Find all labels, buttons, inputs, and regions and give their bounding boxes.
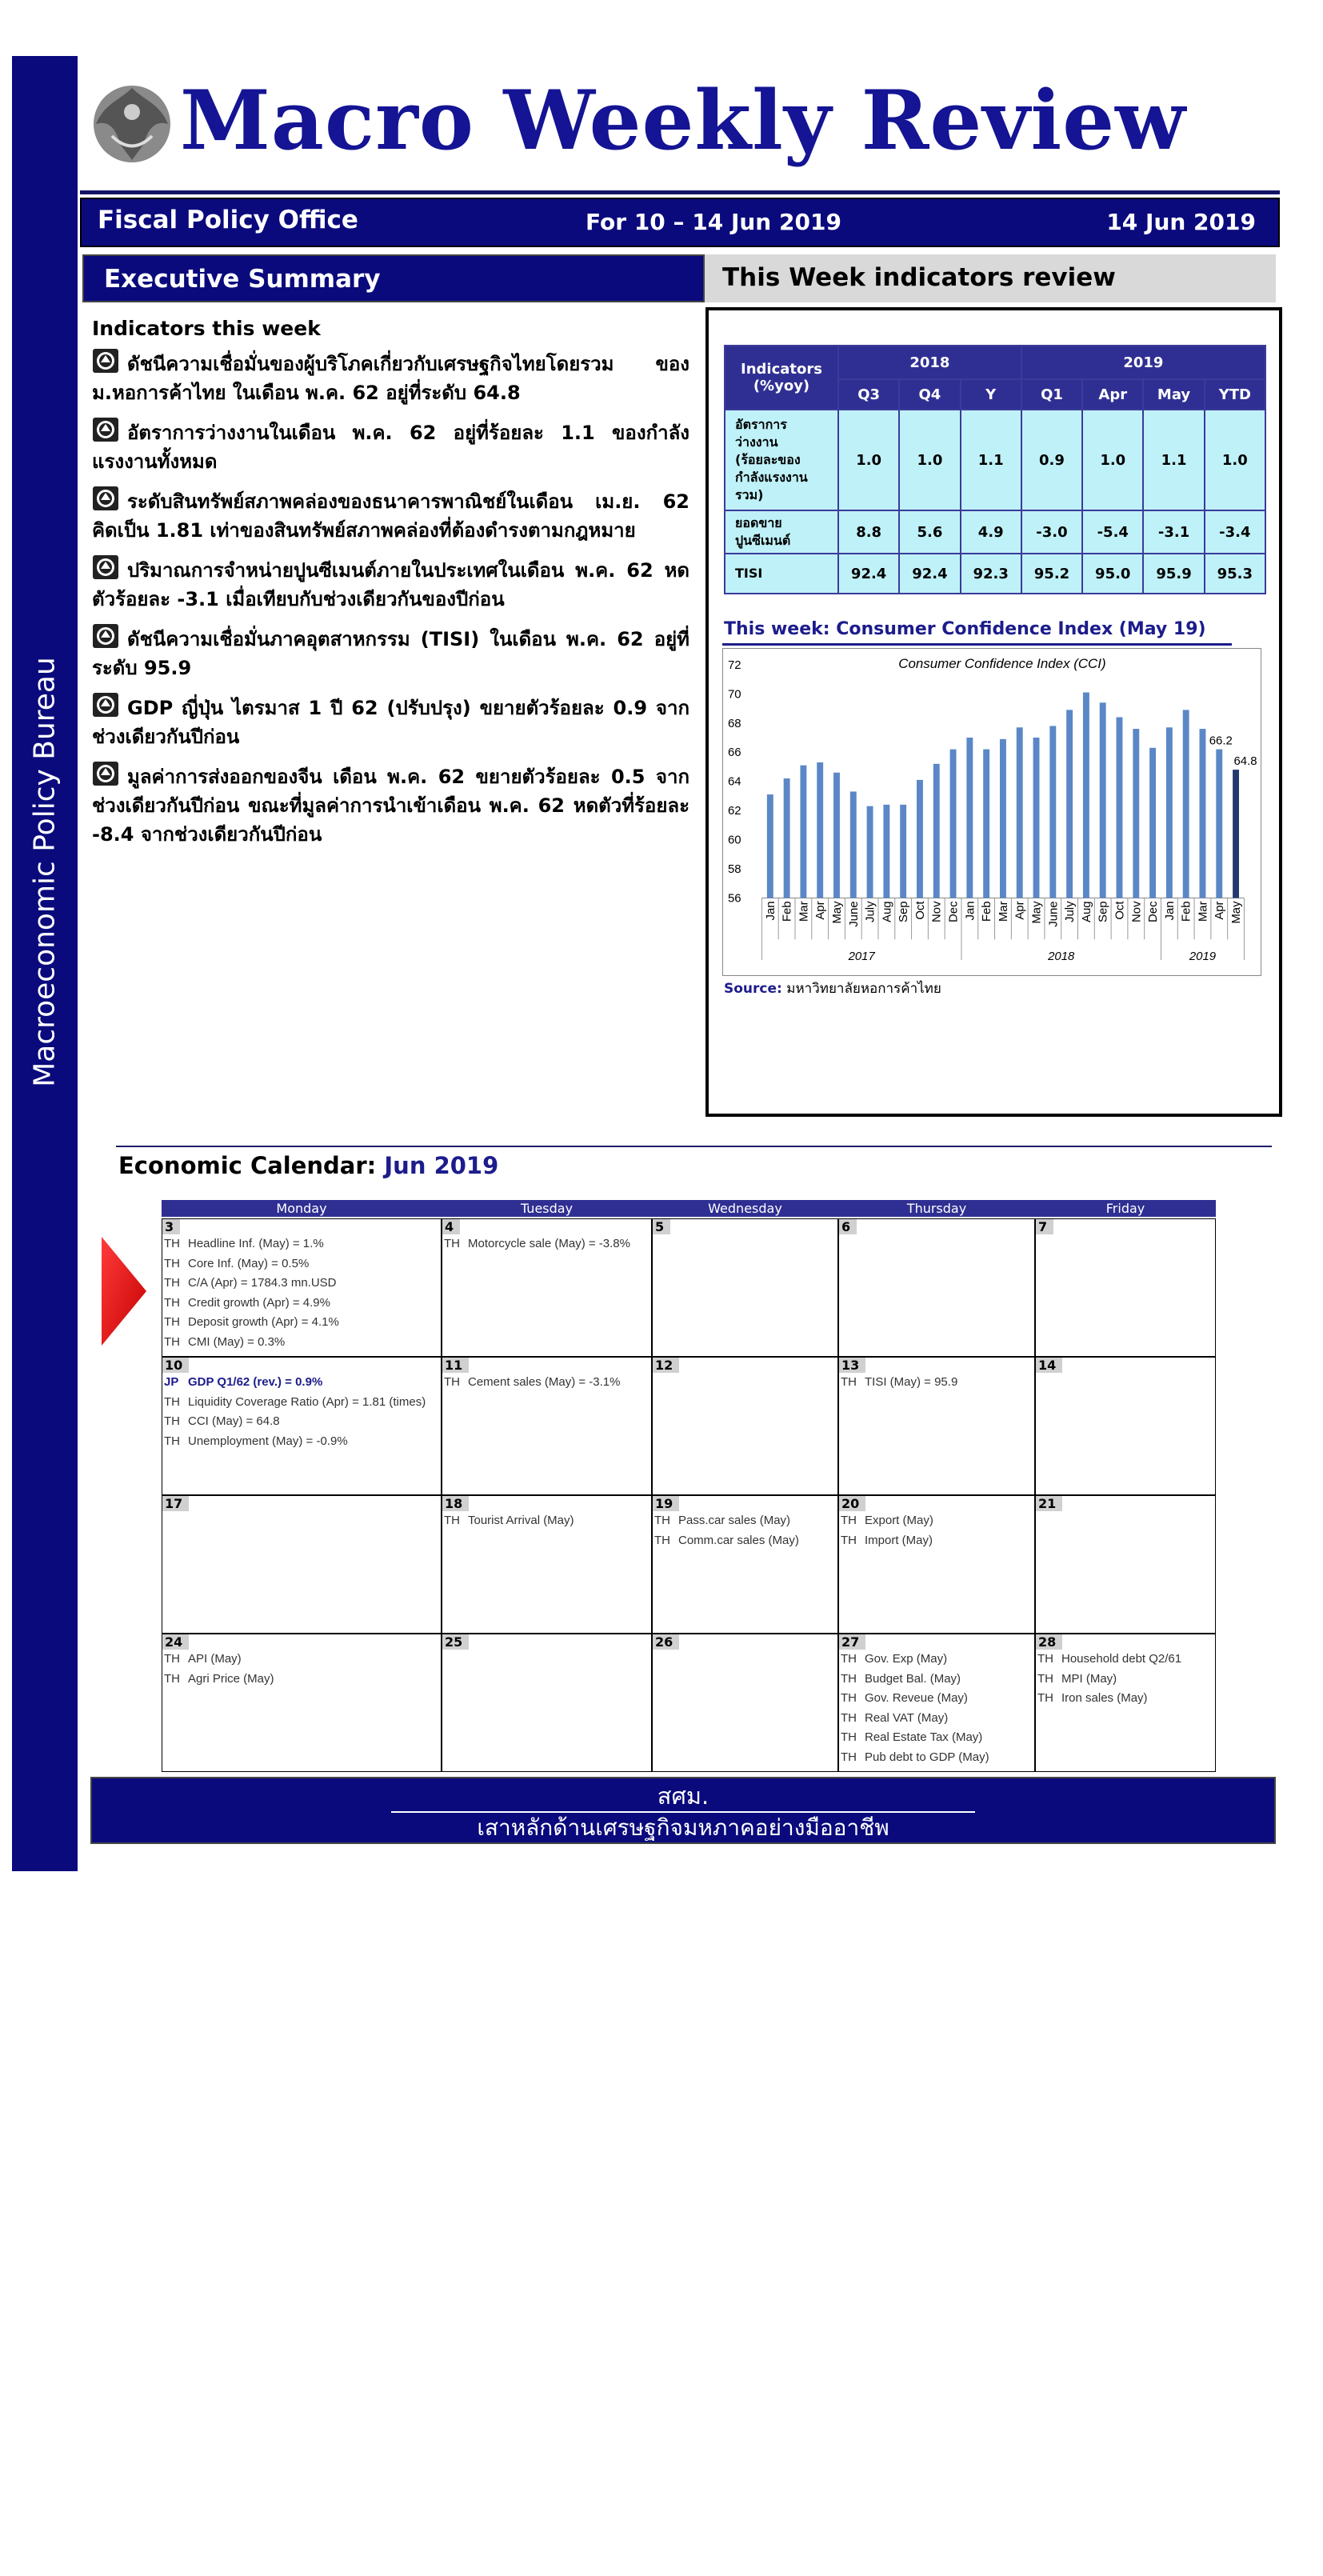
event-text: Liquidity Coverage Ratio (Apr) = 1.81 (times)	[188, 1394, 426, 1409]
calendar-day-cell	[838, 1495, 1035, 1634]
table-cell: 8.8	[838, 510, 899, 554]
event-text: Headline Inf. (May) = 1.%	[188, 1237, 324, 1250]
day-number: 25	[442, 1634, 469, 1650]
column-header: Apr	[1082, 379, 1143, 410]
x-tick-label: Jan	[963, 901, 977, 921]
cci-bar	[900, 805, 906, 898]
x-tick-label: Jan	[1162, 901, 1177, 921]
event-country: TH	[841, 1533, 857, 1547]
day-number: 17	[162, 1496, 189, 1511]
footer-motto: เสาหลักด้านเศรษฐกิจมหภาคอย่างมืออาชีพ	[477, 1814, 889, 1841]
calendar-day-cell	[162, 1218, 442, 1357]
event-text: Pass.car sales (May)	[678, 1514, 791, 1527]
data-label: 64.8	[1233, 754, 1257, 769]
calendar-day-cell	[162, 1357, 442, 1495]
day-number: 27	[839, 1634, 865, 1650]
calendar-event	[653, 1531, 837, 1551]
x-tick-label: June	[1046, 901, 1061, 927]
calendar-event	[162, 1393, 441, 1413]
table-cell: 1.0	[838, 410, 899, 510]
event-text: Real Estate Tax (May)	[865, 1730, 983, 1744]
cci-bar	[1117, 718, 1123, 898]
calendar-day-cell	[442, 1357, 652, 1495]
event-text: Agri Price (May)	[188, 1671, 274, 1686]
event-country: TH	[654, 1514, 670, 1527]
cci-bar	[833, 773, 840, 898]
event-country: TH	[841, 1514, 857, 1527]
event-country: TH	[444, 1514, 460, 1527]
bullet-arrow-icon	[92, 417, 119, 442]
event-country: TH	[164, 1394, 180, 1409]
bullet-text: ดัชนีความเชื่อมั่นของผู้บริโภคเกี่ยวกับเศรษฐกิจไทยโดยรวม ของ ม.หอการค้าไทย ในเดือน พ.ค. 62 อยู่ที่ระดับ 64.8	[92, 353, 689, 404]
event-text: MPI (May)	[1061, 1671, 1117, 1686]
calendar-day-cell	[162, 1634, 442, 1772]
cci-bar	[1000, 739, 1006, 898]
cci-bar	[883, 805, 889, 898]
y-tick-label: 72	[727, 658, 741, 672]
event-country: TH	[164, 1295, 180, 1310]
day-number: 10	[162, 1358, 189, 1373]
x-tick-label: Aug	[880, 901, 894, 922]
table-cell: 4.9	[961, 510, 1021, 554]
calendar-event	[1036, 1689, 1215, 1709]
title-rule	[80, 190, 1280, 194]
source-text: มหาวิทยาลัยหอการค้าไทย	[781, 981, 941, 997]
column-header: Y	[961, 379, 1021, 410]
table-cell: -3.4	[1205, 510, 1265, 554]
economic-calendar	[162, 1200, 1217, 2576]
calendar-day-cell	[1035, 1634, 1216, 1772]
x-tick-label: Sep	[897, 901, 911, 922]
x-tick-label: Mar	[996, 901, 1010, 922]
weekday-header: Tuesday	[442, 1200, 652, 1217]
table-row	[725, 554, 1265, 594]
bullet-text: ระดับสินทรัพย์สภาพคล่องของธนาคารพาณิชย์ในเดือน เม.ย. 62 คิดเป็น 1.81 เท่าของสินทรัพย์สภาพคล่องที่ต้องดำรงตามกฎหมาย	[92, 490, 689, 542]
event-text: Tourist Arrival (May)	[468, 1514, 574, 1527]
event-country: TH	[164, 1237, 180, 1250]
table-cell: 1.0	[1205, 410, 1265, 510]
y-tick-label: 60	[727, 833, 741, 847]
sidebar-band	[12, 56, 78, 1871]
x-tick-label: Aug	[1079, 901, 1093, 922]
weekday-header: Wednesday	[652, 1200, 838, 1217]
event-country: TH	[164, 1434, 180, 1448]
bullet-arrow-icon	[92, 486, 119, 511]
year-header: 2018	[838, 346, 1021, 379]
table-cell: 95.3	[1205, 554, 1265, 594]
weekday-header: Thursday	[838, 1200, 1035, 1217]
table-cell: 1.1	[1143, 410, 1204, 510]
calendar-day-cell	[652, 1218, 838, 1357]
x-tick-label: Feb	[1179, 901, 1193, 922]
cci-bar	[817, 762, 823, 898]
indicators-table	[724, 345, 1266, 594]
indicator-bullet	[92, 348, 689, 407]
calendar-month: Jun 2019	[384, 1152, 499, 1179]
event-text: Real VAT (May)	[865, 1710, 949, 1725]
event-country: TH	[1037, 1691, 1053, 1705]
y-tick-label: 68	[727, 716, 741, 730]
day-number: 24	[162, 1634, 189, 1650]
x-tick-label: Feb	[980, 901, 994, 922]
table-cell: 92.4	[899, 554, 960, 594]
event-country: TH	[164, 1652, 180, 1666]
calendar-event	[162, 1373, 441, 1393]
cci-bar	[1066, 710, 1073, 898]
x-tick-label: May	[1029, 901, 1044, 924]
day-number: 3	[162, 1219, 180, 1234]
day-number: 26	[653, 1634, 679, 1650]
source-label: Source:	[724, 981, 782, 997]
table-row	[725, 410, 1265, 510]
calendar-event	[839, 1531, 1034, 1551]
calendar-event	[839, 1670, 1034, 1690]
event-text: Comm.car sales (May)	[678, 1533, 799, 1547]
calendar-title	[118, 1152, 498, 1179]
chart-source	[724, 978, 941, 999]
table-cell: 0.9	[1021, 410, 1082, 510]
executive-summary-heading: Executive Summary	[82, 254, 705, 302]
calendar-event	[162, 1650, 441, 1670]
cci-bar	[1166, 727, 1173, 898]
event-country: TH	[164, 1276, 180, 1290]
cci-bar	[800, 766, 806, 898]
cci-bar	[784, 778, 790, 898]
calendar-day-cell	[652, 1357, 838, 1495]
calendar-day-cell	[652, 1634, 838, 1772]
day-number: 4	[442, 1219, 460, 1234]
footer-org: สศม.	[657, 1782, 709, 1810]
column-header: May	[1143, 379, 1204, 410]
event-text: Motorcycle sale (May) = -3.8%	[468, 1237, 630, 1250]
cci-bar	[867, 806, 873, 898]
calendar-event	[839, 1748, 1034, 1768]
day-number: 12	[653, 1358, 679, 1373]
cci-bar	[933, 764, 940, 898]
event-text: Cement sales (May) = -3.1%	[468, 1375, 621, 1389]
event-text: Import (May)	[865, 1533, 933, 1547]
event-country: TH	[841, 1671, 857, 1686]
cci-heading-rule	[722, 643, 1232, 646]
calendar-event	[162, 1432, 441, 1452]
event-country: TH	[164, 1315, 180, 1329]
chart-title: Consumer Confidence Index (CCI)	[898, 655, 1106, 671]
cci-bar	[1183, 710, 1189, 898]
x-tick-label: Feb	[780, 901, 794, 922]
event-text: C/A (Apr) = 1784.3 mn.USD	[188, 1276, 337, 1290]
indicator-bullet	[92, 486, 689, 545]
column-header: Q3	[838, 379, 899, 410]
sidebar-text: Macroeconomic Policy Bureau	[28, 657, 62, 1087]
x-tick-label: June	[846, 901, 861, 927]
cci-bar	[767, 794, 773, 898]
x-tick-label: July	[1063, 901, 1077, 922]
bullet-text: อัตราการว่างงานในเดือน พ.ค. 62 อยู่ที่ร้อยละ 1.1 ของกำลังแรงงานทั้งหมด	[92, 422, 689, 473]
cci-bar	[1149, 748, 1156, 898]
event-country: TH	[654, 1533, 670, 1547]
cci-bar	[1133, 729, 1139, 898]
x-tick-label: Mar	[1196, 901, 1210, 922]
y-tick-label: 62	[727, 804, 741, 818]
y-tick-label: 64	[727, 774, 741, 789]
cci-bar	[1049, 726, 1056, 898]
event-text: Household debt Q2/61	[1061, 1652, 1182, 1666]
cci-bar	[966, 738, 973, 898]
day-number: 28	[1036, 1634, 1062, 1650]
event-text: TISI (May) = 95.9	[865, 1375, 958, 1389]
calendar-event	[839, 1689, 1034, 1709]
bullet-arrow-icon	[92, 761, 119, 786]
calendar-event	[162, 1313, 441, 1333]
calendar-title-label: Economic Calendar:	[118, 1152, 377, 1179]
x-tick-label: Mar	[797, 901, 811, 922]
event-text: CCI (May) = 64.8	[188, 1414, 280, 1428]
table-cell: 1.0	[1082, 410, 1143, 510]
cci-bar	[850, 791, 857, 898]
event-text: Export (May)	[865, 1514, 933, 1527]
event-country: TH	[164, 1671, 180, 1686]
cci-heading: This week: Consumer Confidence Index (May 19)	[724, 619, 1206, 639]
x-tick-label: Oct	[1113, 901, 1127, 920]
event-country: TH	[164, 1334, 180, 1349]
report-title: Macro Weekly Review	[180, 73, 1186, 169]
calendar-event	[839, 1728, 1034, 1748]
event-country: TH	[1037, 1671, 1053, 1686]
day-number: 11	[442, 1358, 469, 1373]
event-country: TH	[841, 1730, 857, 1744]
event-text: GDP Q1/62 (rev.) = 0.9%	[188, 1375, 323, 1389]
bullet-text: ดัชนีความเชื่อมั่นภาคอุตสาหกรรม (TISI) ในเดือน พ.ค. 62 อยู่ที่ระดับ 95.9	[92, 628, 689, 679]
y-tick-label: 70	[727, 687, 741, 702]
year-label: 2019	[1189, 950, 1217, 964]
event-text: Iron sales (May)	[1061, 1691, 1148, 1705]
bullet-arrow-icon	[92, 554, 119, 580]
table-cell: 92.3	[961, 554, 1021, 594]
cci-bar	[1216, 750, 1222, 898]
x-tick-label: Dec	[946, 901, 961, 922]
table-cell: 1.0	[899, 410, 960, 510]
garuda-logo-icon	[88, 80, 176, 168]
calendar-day-cell	[442, 1634, 652, 1772]
weekday-header: Monday	[162, 1200, 442, 1217]
calendar-event	[1036, 1670, 1215, 1690]
calendar-event	[162, 1254, 441, 1274]
table-cell: -5.4	[1082, 510, 1143, 554]
y-tick-label: 58	[727, 862, 741, 877]
bullet-arrow-icon	[92, 623, 119, 649]
x-tick-label: Nov	[1129, 901, 1144, 922]
footer-bar	[90, 1777, 1276, 1844]
event-text: Credit growth (Apr) = 4.9%	[188, 1295, 330, 1310]
bullet-arrow-icon	[92, 348, 119, 374]
data-label: 66.2	[1209, 734, 1233, 748]
day-number: 14	[1036, 1358, 1062, 1373]
event-country: JP	[164, 1375, 179, 1389]
x-tick-label: Apr	[1013, 901, 1027, 920]
cci-bar	[1200, 729, 1206, 898]
calendar-event	[839, 1709, 1034, 1729]
day-number: 13	[839, 1358, 865, 1373]
calendar-day-cell	[162, 1495, 442, 1634]
table-cell: 1.1	[961, 410, 1021, 510]
table-cell: 95.9	[1143, 554, 1204, 594]
cci-bar	[1033, 738, 1040, 898]
indicator-bullet	[92, 554, 689, 614]
day-number: 6	[839, 1219, 857, 1234]
calendar-day-cell	[838, 1218, 1035, 1357]
org-name: Fiscal Policy Office	[98, 206, 358, 234]
indicator-bullet	[92, 417, 689, 476]
indicator-bullet	[92, 692, 689, 751]
calendar-event	[653, 1511, 837, 1531]
event-text: API (May)	[188, 1652, 242, 1666]
x-tick-label: July	[863, 901, 877, 922]
year-header: 2019	[1021, 346, 1265, 379]
x-tick-label: Apr	[813, 901, 828, 920]
year-label: 2017	[848, 950, 875, 964]
table-row	[725, 510, 1265, 554]
weekday-header: Friday	[1035, 1200, 1216, 1217]
cci-bar	[1233, 770, 1239, 898]
x-tick-label: Jan	[763, 901, 777, 921]
event-text: Pub debt to GDP (May)	[865, 1750, 989, 1764]
calendar-event	[162, 1670, 441, 1690]
indicator-bullets	[92, 348, 689, 858]
table-corner: Indicators (%yoy)	[725, 346, 838, 410]
report-date: 14 Jun 2019	[1106, 209, 1256, 235]
calendar-event	[162, 1234, 441, 1254]
table-cell: -3.0	[1021, 510, 1082, 554]
calendar-day-cell	[838, 1634, 1035, 1772]
cci-bar	[1083, 693, 1089, 898]
table-cell: 95.2	[1021, 554, 1082, 594]
event-country: TH	[1037, 1652, 1053, 1666]
indicators-heading: Indicators this week	[92, 317, 321, 340]
indicator-bullet	[92, 623, 689, 682]
x-tick-label: May	[829, 901, 844, 924]
x-tick-label: Nov	[929, 901, 944, 922]
report-period: For 10 – 14 Jun 2019	[586, 209, 841, 235]
calendar-event	[442, 1511, 651, 1531]
calendar-event	[162, 1294, 441, 1314]
calendar-event	[1036, 1650, 1215, 1670]
day-number: 20	[839, 1496, 865, 1511]
indicator-bullet	[92, 761, 689, 849]
calendar-event	[162, 1274, 441, 1294]
event-country: TH	[841, 1750, 857, 1764]
calendar-event	[442, 1373, 651, 1393]
table-cell: 95.0	[1082, 554, 1143, 594]
event-country: TH	[841, 1710, 857, 1725]
cci-bar	[950, 750, 957, 898]
calendar-day-cell	[838, 1357, 1035, 1495]
event-country: TH	[164, 1256, 180, 1270]
calendar-event	[162, 1412, 441, 1432]
event-text: Gov. Reveue (May)	[865, 1691, 968, 1705]
y-tick-label: 56	[727, 891, 741, 906]
event-text: Deposit growth (Apr) = 4.1%	[188, 1315, 339, 1329]
week-review-heading: This Week indicators review	[705, 254, 1276, 302]
year-label: 2018	[1048, 950, 1075, 964]
calendar-rule	[116, 1146, 1272, 1147]
calendar-day-cell	[442, 1218, 652, 1357]
table-cell: 5.6	[899, 510, 960, 554]
day-number: 18	[442, 1496, 469, 1511]
cci-bar	[1017, 727, 1023, 898]
bullet-arrow-icon	[92, 692, 119, 718]
cci-bar	[917, 780, 923, 898]
column-header: Q4	[899, 379, 960, 410]
bullet-text: GDP ญี่ปุ่น ไตรมาส 1 ปี 62 (ปรับปรุง) ขยายตัวร้อยละ 0.9 จากช่วงเดียวกันปีก่อน	[92, 697, 689, 748]
event-country: TH	[444, 1237, 460, 1250]
day-number: 7	[1036, 1219, 1053, 1234]
event-text: Core Inf. (May) = 0.5%	[188, 1256, 310, 1270]
x-tick-label: Sep	[1096, 901, 1110, 922]
x-tick-label: Apr	[1213, 901, 1227, 920]
table-cell: -3.1	[1143, 510, 1204, 554]
calendar-event	[839, 1511, 1034, 1531]
day-number: 21	[1036, 1496, 1062, 1511]
current-week-arrow-icon	[102, 1237, 146, 1346]
y-tick-label: 66	[727, 746, 741, 760]
cci-chart	[722, 648, 1261, 976]
header-bar	[80, 198, 1280, 247]
event-text: Budget Bal. (May)	[865, 1671, 961, 1686]
event-country: TH	[164, 1414, 180, 1428]
x-tick-label: Oct	[913, 901, 927, 920]
calendar-day-cell	[442, 1495, 652, 1634]
event-country: TH	[841, 1375, 857, 1389]
row-label: อัตราการ ว่างงาน (ร้อยละของ กำลังแรงงาน รวม)	[725, 410, 838, 510]
bullet-text: ปริมาณการจำหน่ายปูนซีเมนต์ภายในประเทศในเดือน พ.ค. 62 หดตัวร้อยละ -3.1 เมื่อเทียบกับช่วงเดียวกันของปีก่อน	[92, 559, 689, 610]
calendar-day-cell	[1035, 1495, 1216, 1634]
column-header: Q1	[1021, 379, 1082, 410]
cci-bar	[983, 750, 989, 898]
table-cell: 92.4	[838, 554, 899, 594]
x-tick-label: Dec	[1146, 901, 1161, 922]
day-number: 5	[653, 1219, 670, 1234]
column-header: YTD	[1205, 379, 1265, 410]
calendar-event	[839, 1373, 1034, 1393]
calendar-event	[839, 1650, 1034, 1670]
event-country: TH	[841, 1691, 857, 1705]
event-country: TH	[444, 1375, 460, 1389]
event-country: TH	[841, 1652, 857, 1666]
calendar-event	[162, 1333, 441, 1353]
event-text: Gov. Exp (May)	[865, 1652, 948, 1666]
row-label: ยอดขาย ปูนซีเมนต์	[725, 510, 838, 554]
calendar-day-cell	[1035, 1218, 1216, 1357]
calendar-event	[442, 1234, 651, 1254]
calendar-day-cell	[1035, 1357, 1216, 1495]
event-text: Unemployment (May) = -0.9%	[188, 1434, 348, 1448]
row-label: TISI	[725, 554, 838, 594]
day-number: 19	[653, 1496, 679, 1511]
event-text: CMI (May) = 0.3%	[188, 1334, 286, 1349]
cci-bar	[1100, 702, 1106, 898]
x-tick-label: May	[1229, 901, 1244, 924]
calendar-day-cell	[652, 1495, 838, 1634]
bullet-text: มูลค่าการส่งออกของจีน เดือน พ.ค. 62 ขยายตัวร้อยละ 0.5 จากช่วงเดียวกันปีก่อน ขณะที่มูลค่าการนำเข้าเดือน พ.ค. 62 หดตัวที่ร้อยละ -8.4 จากช่วงเดียวกันปีก่อน	[92, 766, 689, 846]
